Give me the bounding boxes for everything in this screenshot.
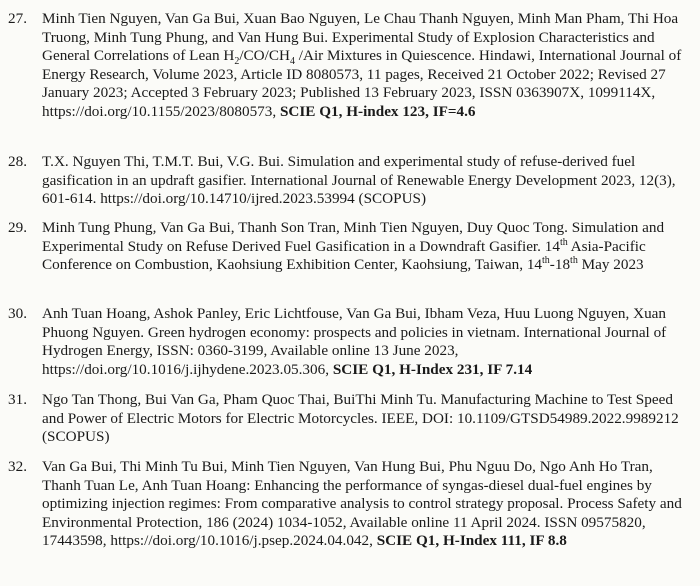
reference-number: 31. [8,391,27,408]
reference-number: 32. [8,458,27,475]
reference-text: Minh Tien Nguyen, Van Ga Bui, Xuan Bao Nguyen, Le Chau Thanh Nguyen, Minh Man Pham, Thi Hoa Truong, Minh Tung Phung, and Van Hung Bui. Experimental Study of Explosion Characteristics and General Correlations of Lean $H_2/CO/CH_4$ /Air Mixtures in Quiescence. Hindawi, International Journal of Energy Research, Volume 2023, Article ID 8080573, 11 pages, Received 21 October 2022; Revised 27 January 2023; Accepted 3 February 2023; Published 13 February 2023, ISSN 0363907X, 1099114X, https://doi.org/10.1155/2023/8080573, SCIE Q1, H-index 123, IF=4.6 [42,10,682,120]
reference-item-30 [8,305,690,379]
reference-number: 29. [8,219,27,236]
reference-text: Ngo Tan Thong, Bui Van Ga, Pham Quoc Thai, BuiThi Minh Tu. Manufacturing Machine to Test Speed and Power of Electric Motors for Electric Motorcycles. IEEE, DOI: 10.1109/GTSD54989.2022.9989212 (SCOPUS) [42,391,679,446]
reference-item-29 [8,219,690,275]
index-metrics: SCIE Q1, H-Index 111, IF 8.8 [376,532,567,550]
reference-item-32 [8,458,690,551]
reference-number: 28. [8,153,27,170]
reference-item-27 [8,10,690,122]
reference-item-31 [8,391,690,447]
reference-number: 30. [8,305,27,322]
reference-text: T.X. Nguyen Thi, T.M.T. Bui, V.G. Bui. Simulation and experimental study of refuse-derived fuel gasification in an updraft gasifier. International Journal of Renewable Energy Development 2023, 12(3), 601-614. https://doi.org/10.14710/ijred.2023.53994 (SCOPUS) [42,153,676,208]
index-metrics: SCIE Q1, H-Index 231, IF 7.14 [332,360,533,378]
reference-item-28 [8,153,690,209]
reference-text: Minh Tung Phung, Van Ga Bui, Thanh Son Tran, Minh Tien Nguyen, Duy Quoc Tong. Simulation and Experimental Study on Refuse Derived Fuel Gasification in a Downdraft Gasifier. 14th Asia-Pacific Conference on Combustion, Kaohsiung Exhibition Center, Kaohsiung, Taiwan, 14th-18th May 2023 [42,219,665,274]
reference-text: Van Ga Bui, Thi Minh Tu Bui, Minh Tien Nguyen, Van Hung Bui, Phu Nguu Do, Ngo Anh Ho Tran, Thanh Tuan Le, Anh Tuan Hoang: Enhancing the performance of syngas-diesel dual-fuel engines by optimizing injection regimes: From comparative analysis to control strategy proposal. Process Safety and Environmental Protection, 186 (2024) 1034-1052, Available online 11 April 2024. ISSN 09575820, 17443598, https://doi.org/10.1016/j.psep.2024.04.042, SCIE Q1, H-Index 111, IF 8.8 [42,458,682,550]
reference-number: 27. [8,10,27,27]
reference-text: Anh Tuan Hoang, Ashok Panley, Eric Lichtfouse, Van Ga Bui, Ibham Veza, Huu Luong Nguyen, Xuan Phuong Nguyen. Green hydrogen economy: prospects and policies in vietnam. International Journal of Hydrogen Energy, ISSN: 0360-3199, Available online 13 June 2023, https://doi.org/10.1016/j.ijhydene.2023.05.306, SCIE Q1, H-Index 231, IF 7.14 [42,305,667,378]
index-metrics: SCIE Q1, H-index 123, IF=4.6 [279,102,476,120]
